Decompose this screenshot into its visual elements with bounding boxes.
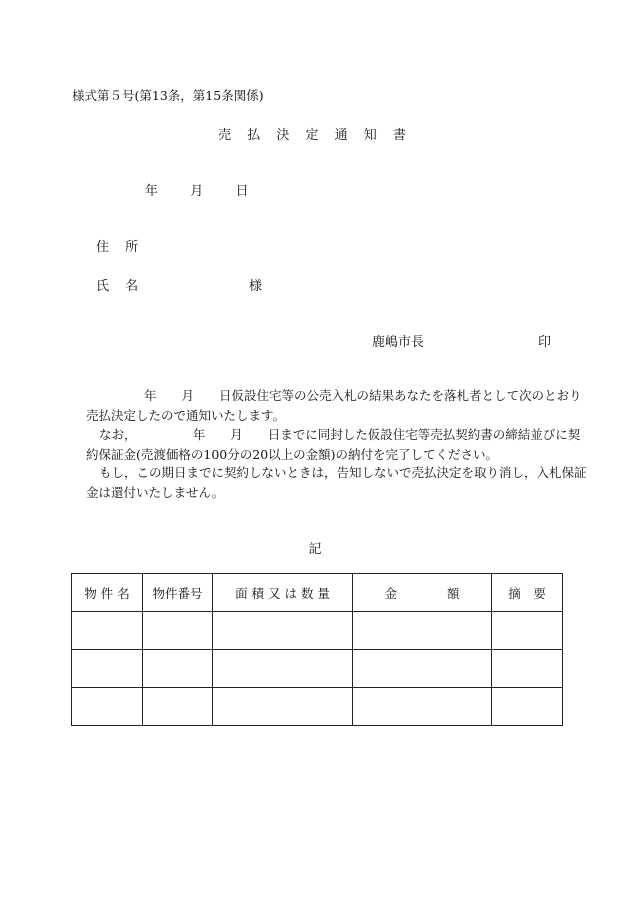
date-month: 月 <box>190 184 204 199</box>
table-cell <box>143 688 213 726</box>
issuer-name: 鹿嶋市長 <box>372 335 425 350</box>
honorific: 様 <box>249 279 263 294</box>
table-cell <box>213 612 353 650</box>
header-amount: 金 額 <box>353 574 492 612</box>
header-property-name: 物 件 名 <box>72 574 143 612</box>
table-cell <box>213 650 353 688</box>
ki-marker: 記 <box>308 542 322 557</box>
date-day: 日 <box>235 184 249 199</box>
form-number: 様式第５号(第13条，第15条関係) <box>72 88 264 103</box>
header-remarks: 摘 要 <box>492 574 563 612</box>
paragraph-line: もし，この期日までに契約しないときは，告知しないで売払決定を取り消し，入札保証 <box>99 465 587 480</box>
paragraph-line: 年 月 日仮設住宅等の公売入札の結果あなたを落札者として次のとおり <box>144 388 582 403</box>
header-area-quantity: 面 積 又 は 数 量 <box>213 574 353 612</box>
paragraph-cancellation <box>86 463 587 502</box>
table-cell <box>72 688 143 726</box>
paragraph-decision <box>86 386 582 425</box>
table-row <box>72 650 563 688</box>
property-table <box>71 573 563 726</box>
table-cell <box>143 650 213 688</box>
table-row <box>72 612 563 650</box>
paragraph-line: 約保証金(売渡価格の100分の20以上の金額)の納付を完了してください。 <box>86 446 499 462</box>
date-line <box>145 180 249 199</box>
paragraph-line: なお， 年 月 日までに同封した仮設住宅等売払契約書の締結並びに契 <box>99 427 581 442</box>
name-label: 氏 名 <box>96 279 145 294</box>
table-row <box>72 688 563 726</box>
table-cell <box>143 612 213 650</box>
table-cell <box>72 650 143 688</box>
table-header-row <box>72 574 563 612</box>
table-cell <box>492 650 563 688</box>
header-property-number: 物件番号 <box>143 574 213 612</box>
paragraph-deadline <box>86 425 580 464</box>
date-year: 年 <box>145 184 159 199</box>
table-cell <box>353 612 492 650</box>
table-cell <box>492 612 563 650</box>
table-cell <box>213 688 353 726</box>
table-cell <box>492 688 563 726</box>
table-cell <box>353 688 492 726</box>
table-cell <box>72 612 143 650</box>
address-label: 住 所 <box>96 240 145 255</box>
paragraph-line: 売払決定したので通知いたします。 <box>86 407 286 423</box>
paragraph-line: 金は還付いたしません。 <box>86 484 225 500</box>
document-title: 売 払 決 定 通 知 書 <box>218 128 412 143</box>
seal-mark: 印 <box>538 335 552 350</box>
table-cell <box>353 650 492 688</box>
